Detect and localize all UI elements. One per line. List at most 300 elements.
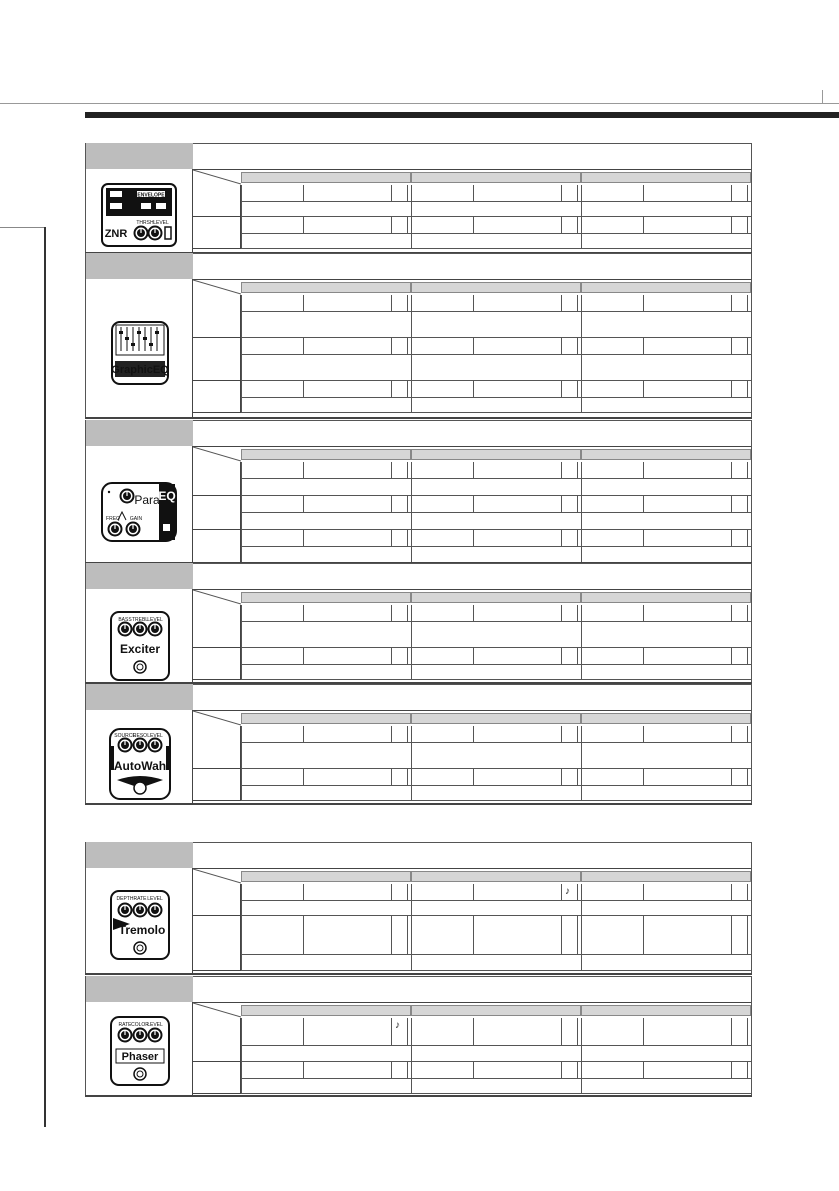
param-cell-divider [731,530,732,546]
param-cell-divider [473,462,474,478]
effect-title-bar [193,976,752,1003]
effect-image-cell [85,446,193,563]
param-row-divider [581,546,751,547]
param-column-header [411,1005,581,1016]
param-column-divider [581,496,582,530]
param-cell-divider [303,726,304,742]
param-cell-divider [473,648,474,664]
effect-block-trem [85,842,752,974]
param-row-divider [581,954,751,955]
param-cell-divider [473,530,474,546]
param-row-bottom [581,380,751,381]
param-column-divider [411,381,412,413]
param-row-divider [411,512,581,513]
param-cell-divider [473,217,474,233]
param-column-divider [241,648,242,680]
param-cell-divider [577,1018,578,1045]
param-row-divider [241,354,411,355]
svg-text:SOURCE: SOURCE [114,733,136,739]
effect-image-cell [85,868,193,974]
param-column-divider [241,769,242,801]
param-cell-divider [473,295,474,311]
block-right-border [751,976,752,1096]
param-cell-divider [577,185,578,201]
param-cell-divider [643,185,644,201]
param-cell-divider [731,726,732,742]
param-row-bottom [581,679,751,680]
param-row-divider [411,546,581,547]
sidebar-line [44,227,46,1127]
param-cell-divider [303,185,304,201]
param-cell-divider [407,1062,408,1078]
param-cell-divider [747,338,748,354]
param-column-header [581,1005,751,1016]
param-row-bottom [411,380,581,381]
param-cell-divider [747,648,748,664]
param-row-divider [411,311,581,312]
param-column-divider [241,1018,242,1062]
param-cell-divider [731,1018,732,1045]
param-cell-divider [391,496,392,512]
param-column-header [411,592,581,603]
param-row-divider [581,742,751,743]
param-cell-divider [577,769,578,785]
param-cell-divider [407,381,408,397]
top-rule [0,103,839,104]
param-column-divider [581,381,582,413]
param-cell-divider [407,884,408,900]
param-row-bottom [411,1093,581,1094]
param-cell-divider [577,884,578,900]
param-row-divider [411,664,581,665]
param-cell-divider [473,884,474,900]
param-cell-divider [303,496,304,512]
param-cell-divider [407,1018,408,1045]
param-cell-divider [303,381,304,397]
block-right-border [751,842,752,974]
param-row-bottom [411,248,581,249]
param-column-divider [411,884,412,916]
param-cell-divider [643,884,644,900]
param-cell-divider [407,295,408,311]
param-column-divider [581,726,582,769]
effect-block-peq [85,420,752,563]
block-right-border [751,563,752,683]
effect-title-bar [193,684,752,711]
param-row-bottom [241,647,411,648]
param-row-bottom [581,529,751,530]
param-cell-divider [577,726,578,742]
effect-name-cell [85,143,193,169]
param-column-header [411,449,581,460]
block-bottom-rule [85,973,752,975]
param-cell-divider [473,605,474,621]
param-column-divider [581,530,582,564]
svg-text:Exciter: Exciter [119,642,161,656]
row-label-cell [193,1062,241,1094]
param-cell-divider [643,295,644,311]
param-column-divider [241,185,242,217]
header-corner [193,169,241,185]
phaser-pedal-icon [110,1016,170,1091]
svg-text:FREQ: FREQ [106,516,120,522]
param-row-bottom [241,248,411,249]
param-cell-divider [747,916,748,954]
param-cell-divider [407,462,408,478]
tempo-note-icon: ♪ [395,1020,400,1031]
tempo-note-icon: ♪ [565,886,570,897]
param-cell-divider [577,648,578,664]
svg-text:EQ: EQ [158,489,176,503]
row-label-cell [193,530,241,564]
param-row-bottom [581,412,751,413]
param-cell-divider [747,295,748,311]
param-cell-divider [561,217,562,233]
param-cell-divider [577,916,578,954]
param-column-divider [241,496,242,530]
svg-text:Tremolo: Tremolo [118,923,166,937]
param-cell-divider [643,1062,644,1078]
param-column-header [411,282,581,293]
effect-image-cell [85,589,193,683]
param-cell-divider [407,916,408,954]
param-cell-divider [747,1018,748,1045]
param-cell-divider [577,1062,578,1078]
param-column-divider [581,462,582,496]
param-cell-divider [407,185,408,201]
param-column-header [581,713,751,724]
block-bottom-rule [85,1095,752,1097]
effect-image-cell [85,710,193,804]
param-column-header [581,449,751,460]
param-cell-divider [473,1062,474,1078]
param-row-divider [241,201,411,202]
param-row-divider [241,785,411,786]
param-cell-divider [391,462,392,478]
param-column-divider [581,295,582,338]
param-row-bottom [411,1061,581,1062]
effect-block-exc [85,563,752,683]
param-cell-divider [407,726,408,742]
param-cell-divider [303,1018,304,1045]
param-row-divider [241,900,411,901]
effect-image-cell [85,169,193,253]
param-cell-divider [391,185,392,201]
param-row-divider [241,742,411,743]
param-cell-divider [747,530,748,546]
param-cell-divider [561,295,562,311]
para-eq-pedal-icon [101,482,177,547]
param-column-divider [241,217,242,249]
param-column-header [241,172,411,183]
param-row-divider [411,900,581,901]
param-column-divider [581,884,582,916]
param-column-divider [581,916,582,971]
param-cell-divider [473,185,474,201]
param-column-divider [581,217,582,249]
param-row-divider [581,354,751,355]
param-row-divider [241,1078,411,1079]
param-row-bottom [581,970,751,971]
param-cell-divider [391,338,392,354]
param-column-divider [411,605,412,648]
exciter-pedal-icon [110,611,170,686]
param-column-divider [241,916,242,971]
row-label-cell [193,884,241,916]
row-label-cell [193,185,241,217]
param-cell-divider [747,1062,748,1078]
param-row-divider [581,201,751,202]
param-cell-divider [407,338,408,354]
param-row-bottom [241,216,411,217]
param-cell-divider [731,916,732,954]
param-row-bottom [411,970,581,971]
param-column-divider [241,530,242,564]
row-label-cell [193,462,241,496]
param-column-header [411,172,581,183]
param-column-divider [241,1062,242,1094]
effect-block-znr [85,143,752,253]
effect-title-bar [193,420,752,447]
param-cell-divider [561,462,562,478]
param-column-divider [581,648,582,680]
row-label-cell [193,726,241,769]
param-cell-divider [731,769,732,785]
param-cell-divider [577,295,578,311]
param-cell-divider [303,338,304,354]
param-cell-divider [643,648,644,664]
sidebar-tick [0,227,46,228]
effect-name-cell [85,420,193,446]
param-cell-divider [643,1018,644,1045]
param-cell-divider [561,648,562,664]
auto-wah-pedal-icon [109,728,171,805]
param-column-divider [581,338,582,381]
param-cell-divider [577,605,578,621]
param-row-bottom [241,915,411,916]
param-column-header [241,713,411,724]
param-cell-divider [561,185,562,201]
effect-name-cell [85,976,193,1002]
param-row-bottom [411,679,581,680]
param-cell-divider [561,1062,562,1078]
param-column-header [241,871,411,882]
param-row-divider [241,1045,411,1046]
param-cell-divider [391,648,392,664]
param-row-bottom [581,1061,751,1062]
param-cell-divider [391,217,392,233]
effect-image-cell [85,279,193,418]
param-row-divider [581,512,751,513]
effect-image-cell [85,1002,193,1096]
param-cell-divider [643,605,644,621]
header-corner [193,589,241,605]
param-row-bottom [241,529,411,530]
param-row-bottom [241,1061,411,1062]
param-cell-divider [561,916,562,954]
row-label-cell [193,1018,241,1062]
param-row-bottom [581,337,751,338]
param-row-bottom [411,412,581,413]
param-cell-divider [643,217,644,233]
param-cell-divider [473,916,474,954]
param-column-divider [241,381,242,413]
param-cell-divider [561,381,562,397]
param-cell-divider [473,496,474,512]
param-row-bottom [411,647,581,648]
effect-block-awah [85,684,752,804]
param-cell-divider [391,530,392,546]
block-right-border [751,143,752,253]
param-row-divider [581,785,751,786]
row-label-cell [193,295,241,338]
param-cell-divider [391,726,392,742]
param-row-divider [241,311,411,312]
param-row-divider [411,1078,581,1079]
param-cell-divider [473,1018,474,1045]
param-row-divider [241,621,411,622]
param-row-bottom [581,216,751,217]
param-cell-divider [731,648,732,664]
param-row-divider [411,478,581,479]
param-row-bottom [241,337,411,338]
param-cell-divider [473,769,474,785]
param-row-bottom [411,216,581,217]
param-cell-divider [391,295,392,311]
param-cell-divider [747,496,748,512]
param-cell-divider [643,462,644,478]
row-label-cell [193,769,241,801]
param-cell-divider [303,462,304,478]
param-cell-divider [731,605,732,621]
param-column-divider [581,605,582,648]
param-column-divider [241,295,242,338]
param-column-divider [411,648,412,680]
param-cell-divider [643,726,644,742]
param-row-divider [241,546,411,547]
svg-text:LEVEL: LEVEL [147,896,163,902]
block-right-border [751,253,752,418]
svg-text:BASS: BASS [118,617,132,623]
param-column-divider [411,462,412,496]
param-row-divider [581,621,751,622]
param-cell-divider [473,726,474,742]
param-cell-divider [643,338,644,354]
svg-text:TREBL: TREBL [131,617,149,623]
header-corner [193,279,241,295]
param-column-divider [411,726,412,769]
param-column-divider [411,1062,412,1094]
tremolo-pedal-icon [110,890,170,965]
param-cell-divider [747,605,748,621]
effect-title-bar [193,253,752,280]
row-label-cell [193,916,241,971]
param-cell-divider [731,381,732,397]
param-column-divider [581,1062,582,1094]
param-cell-divider [561,605,562,621]
param-column-header [411,713,581,724]
param-column-divider [581,1018,582,1062]
param-row-bottom [241,970,411,971]
param-cell-divider [407,496,408,512]
param-column-divider [241,605,242,648]
param-column-divider [241,338,242,381]
header-corner [193,1002,241,1018]
param-column-divider [241,726,242,769]
param-row-divider [411,742,581,743]
param-cell-divider [577,462,578,478]
param-column-header [581,592,751,603]
param-cell-divider [303,916,304,954]
param-cell-divider [561,1018,562,1045]
znr-pedal-icon [101,183,177,252]
param-cell-divider [391,916,392,954]
effect-name-cell [85,684,193,710]
param-column-divider [411,530,412,564]
param-row-bottom [581,248,751,249]
svg-text:RATE: RATE [118,1022,132,1028]
param-row-divider [241,478,411,479]
param-cell-divider [303,530,304,546]
svg-text:LEVEL: LEVEL [147,1022,163,1028]
row-label-cell [193,496,241,530]
param-cell-divider [731,462,732,478]
param-column-header [581,172,751,183]
param-cell-divider [561,769,562,785]
effect-name-cell [85,253,193,279]
param-column-divider [581,185,582,217]
param-cell-divider [747,381,748,397]
param-cell-divider [473,381,474,397]
block-right-border [751,684,752,804]
param-column-header [241,592,411,603]
header-corner [193,868,241,884]
param-cell-divider [561,726,562,742]
param-column-divider [411,769,412,801]
param-cell-divider [643,381,644,397]
param-cell-divider [747,726,748,742]
param-row-divider [581,311,751,312]
header-bar [85,112,839,118]
param-row-bottom [241,768,411,769]
param-cell-divider [407,648,408,664]
param-row-divider [581,233,751,234]
param-cell-divider [303,884,304,900]
param-row-bottom [581,915,751,916]
param-row-divider [581,397,751,398]
param-row-divider [411,233,581,234]
param-cell-divider [391,884,392,900]
param-column-divider [411,496,412,530]
param-cell-divider [747,217,748,233]
effect-title-bar [193,143,752,170]
param-cell-divider [303,648,304,664]
param-cell-divider [303,605,304,621]
param-cell-divider [731,217,732,233]
param-row-bottom [581,1093,751,1094]
param-row-bottom [411,915,581,916]
param-cell-divider [577,530,578,546]
svg-text:Phaser: Phaser [121,1051,159,1063]
param-column-header [581,871,751,882]
param-column-divider [411,185,412,217]
param-cell-divider [731,185,732,201]
effect-title-bar [193,563,752,590]
param-row-bottom [411,800,581,801]
param-row-bottom [241,679,411,680]
param-cell-divider [391,1062,392,1078]
param-row-divider [411,1045,581,1046]
